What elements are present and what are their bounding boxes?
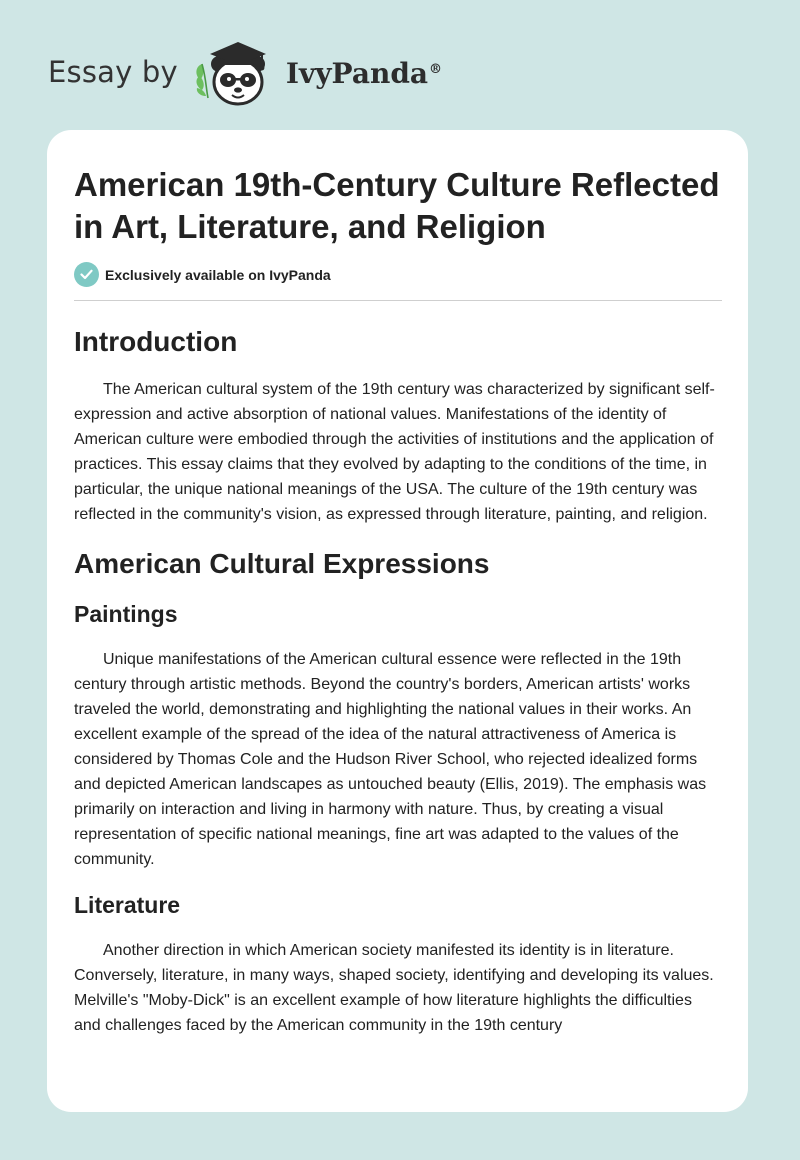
- registered-mark: ®: [429, 61, 443, 77]
- paragraph-paintings: Unique manifestations of the American cultural essence were reflected in the 19th century through artistic methods. Beyond the country's borders, American artists' works traveled the world, demonstrating and highlighting the national values in their works. An excellent example of the spread of the idea of the natural attractiveness of America is considered by Thomas Cole and the Hudson River School, who rejected idealized forms and depicted American landscapes as untouched beauty (Ellis, 2019). The emphasis was primarily on interaction and living in harmony with nature. Thus, by creating a visual representation of specific national meanings, fine art was adapted to the values of the community.: [74, 651, 707, 868]
- brand-name[interactable]: IvyPanda®: [285, 57, 443, 90]
- exclusive-badge-label: Exclusively available on IvyPanda: [105, 266, 331, 283]
- paragraph-introduction: The American cultural system of the 19th century was characterized by significant self-expression and active absorption of national values. Manifestations of the identity of American culture were embodied through the activities of institutions and the application of practices. This essay claims that they evolved by adapting to the conditions of the time, in particular, the unique national meanings of the USA. The culture of the 19th century was reflected in the community's vision, as expressed through literature, painting, and religion.: [74, 381, 715, 523]
- paragraph-literature: Another direction in which American society manifested its identity is in literature. Conversely, literature, in many ways, shaped society, identifying and developing its values. Melville's "Moby-Dick" is an excellent example of how literature highlights the difficulties and challenges faced by the American community in the 19th century: [74, 942, 714, 1034]
- subsection-heading-literature: Literature: [74, 892, 181, 918]
- section-heading-introduction: Introduction: [74, 326, 238, 357]
- panda-graduate-logo-icon[interactable]: [192, 34, 284, 110]
- site-header: [48, 34, 442, 110]
- article-title: American 19th-Century Culture Reflected in Art, Literature, and Religion: [74, 166, 720, 245]
- check-icon: [74, 262, 99, 287]
- section-heading-cultural-expressions: American Cultural Expressions: [74, 548, 490, 579]
- subsection-heading-paintings: Paintings: [74, 601, 178, 627]
- title-divider: [74, 300, 722, 301]
- article-card: [47, 130, 748, 1112]
- exclusive-badge: [74, 262, 721, 287]
- essay-by-label: Essay by: [48, 54, 178, 89]
